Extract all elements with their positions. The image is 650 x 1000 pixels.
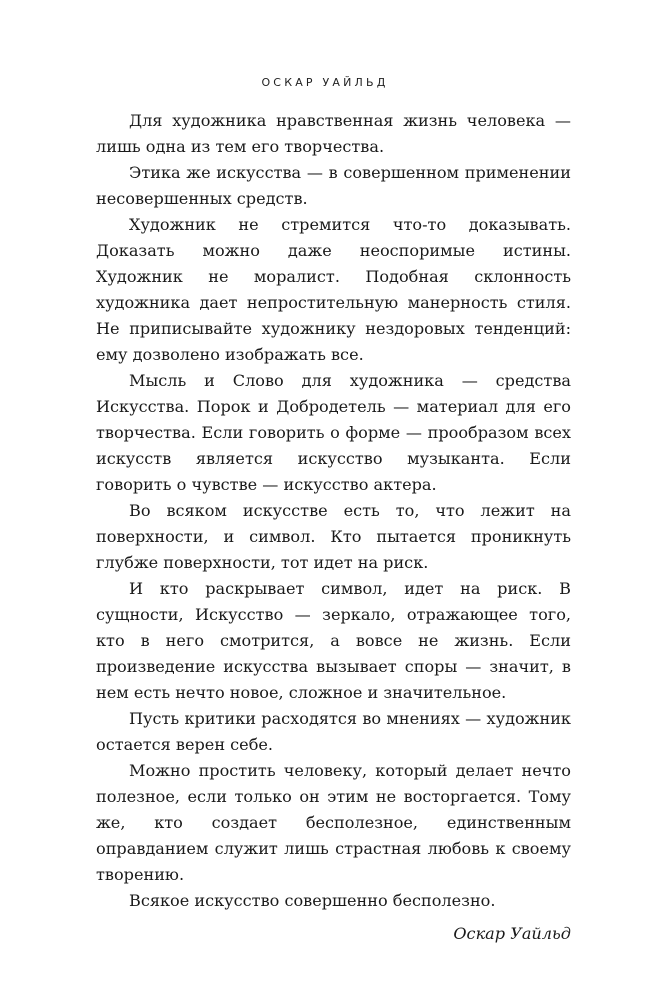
paragraph: И кто раскрывает символ, идет на риск. В сущности, Искусство — зеркало, отражающее того, кто в него смотрится, а вовсе не жизнь. Если произведение искусства вызывает споры — значит, в нем есть нечто новое, сложное и значительное.	[96, 579, 571, 702]
paragraph: Пусть критики расходятся во мнениях — художник остается верен себе.	[96, 709, 571, 754]
paragraph: Этика же искусства — в совершенном применении несовершенных средств.	[96, 163, 571, 208]
paragraph: Можно простить человеку, который делает нечто полезное, если только он этим не восторгается. Тому же, кто создает бесполезное, единственным оправданием служит лишь страстная любовь к своему творению.	[96, 761, 571, 884]
running-header: ОСКАР УАЙЛЬД	[261, 76, 389, 89]
paragraph: Для художника нравственная жизнь человека — лишь одна из тем его творчества.	[96, 111, 571, 156]
paragraph: Всякое искусство совершенно бесполезно.	[129, 891, 496, 910]
paragraph: Во всяком искусстве есть то, что лежит на поверхности, и символ. Кто пытается проникнуть глубже поверхности, тот идет на риск.	[96, 501, 571, 572]
author-signature: Оскар Уайльд	[453, 924, 571, 943]
preface-text	[96, 108, 571, 947]
paragraph: Мысль и Слово для художника — средства Искусства. Порок и Добродетель — материал для его творчества. Если говорить о форме — прообразом всех искусств является искусство музыканта. Если говорить о чувстве — искусство актера.	[96, 371, 571, 494]
paragraph: Художник не стремится что-то доказывать. Доказать можно даже неоспоримые истины. Художник не моралист. Подобная склонность художника дает непростительную манерность стиля. Не приписывайте художнику нездоровых тенденций: ему дозволено изображать все.	[96, 215, 571, 364]
